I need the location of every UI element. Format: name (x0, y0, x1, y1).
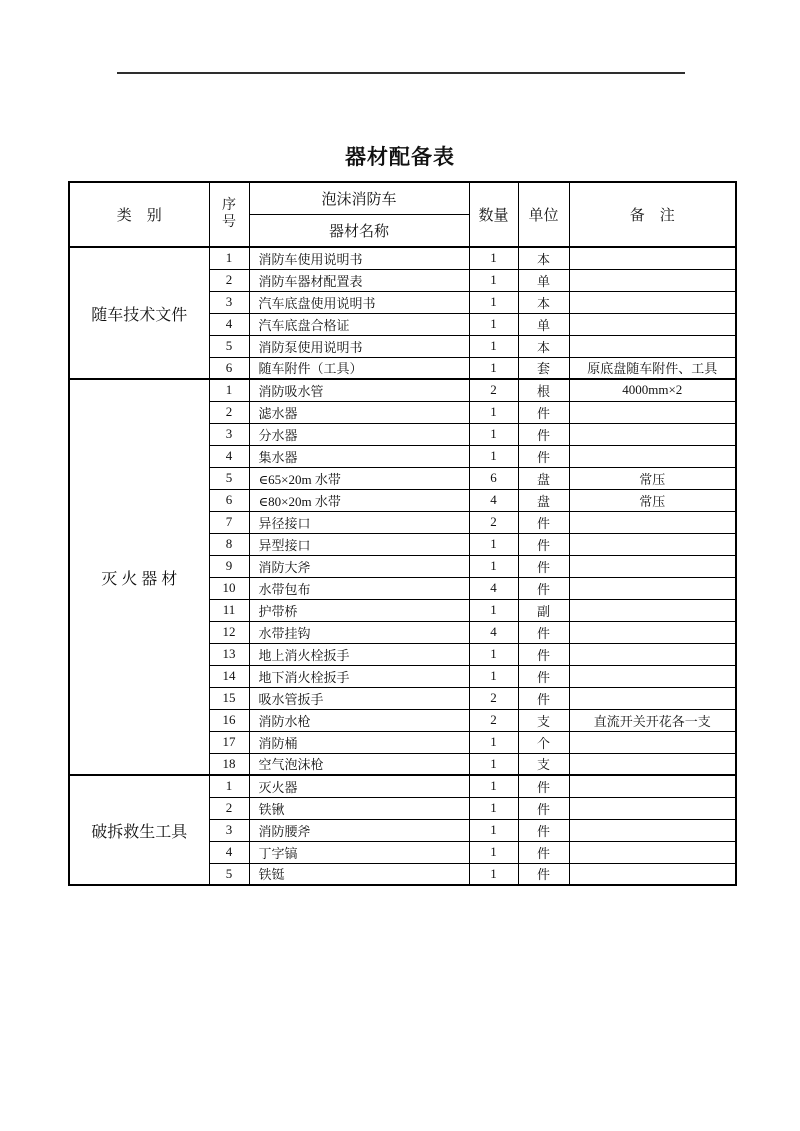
qty-cell: 2 (469, 511, 518, 533)
serial-cell: 9 (209, 555, 249, 577)
remark-cell (569, 797, 736, 819)
unit-cell: 件 (518, 665, 569, 687)
qty-cell: 1 (469, 445, 518, 467)
unit-cell: 副 (518, 599, 569, 621)
header-quantity: 数量 (469, 182, 518, 247)
name-cell: 滤水器 (249, 401, 469, 423)
name-cell: 消防腰斧 (249, 819, 469, 841)
remark-cell (569, 247, 736, 269)
name-cell: 汽车底盘合格证 (249, 313, 469, 335)
remark-cell (569, 511, 736, 533)
serial-cell: 5 (209, 863, 249, 885)
table-row (69, 379, 736, 401)
unit-cell: 件 (518, 841, 569, 863)
serial-cell: 5 (209, 335, 249, 357)
unit-cell: 支 (518, 709, 569, 731)
serial-cell: 14 (209, 665, 249, 687)
qty-cell: 1 (469, 819, 518, 841)
table-body (69, 247, 736, 885)
header-serial-line1: 序 (222, 198, 236, 214)
remark-cell (569, 313, 736, 335)
remark-cell (569, 863, 736, 885)
name-cell: 消防水枪 (249, 709, 469, 731)
remark-cell (569, 775, 736, 797)
qty-cell: 1 (469, 665, 518, 687)
qty-cell: 1 (469, 731, 518, 753)
remark-cell (569, 291, 736, 313)
remark-cell (569, 599, 736, 621)
remark-cell (569, 401, 736, 423)
unit-cell: 件 (518, 445, 569, 467)
name-cell: 汽车底盘使用说明书 (249, 291, 469, 313)
serial-cell: 2 (209, 269, 249, 291)
remark-cell (569, 423, 736, 445)
remark-cell (569, 687, 736, 709)
name-cell: 丁字镐 (249, 841, 469, 863)
name-cell: 吸水管扳手 (249, 687, 469, 709)
name-cell: 消防车器材配置表 (249, 269, 469, 291)
name-cell: ∈65×20m 水带 (249, 467, 469, 489)
name-cell: 消防大斧 (249, 555, 469, 577)
qty-cell: 4 (469, 577, 518, 599)
unit-cell: 件 (518, 423, 569, 445)
qty-cell: 1 (469, 313, 518, 335)
header-remarks: 备 注 (569, 182, 736, 247)
name-cell: 水带包布 (249, 577, 469, 599)
name-cell: 水带挂钩 (249, 621, 469, 643)
qty-cell: 2 (469, 687, 518, 709)
name-cell: 集水器 (249, 445, 469, 467)
page-title: 器材配备表 (345, 145, 455, 169)
remark-cell (569, 819, 736, 841)
serial-cell: 4 (209, 841, 249, 863)
unit-cell: 本 (518, 291, 569, 313)
category-cell: 破拆救生工具 (69, 775, 209, 885)
serial-cell: 10 (209, 577, 249, 599)
qty-cell: 1 (469, 401, 518, 423)
serial-cell: 1 (209, 775, 249, 797)
qty-cell: 6 (469, 467, 518, 489)
serial-cell: 8 (209, 533, 249, 555)
serial-cell: 11 (209, 599, 249, 621)
unit-cell: 单 (518, 313, 569, 335)
remark-cell: 常压 (569, 489, 736, 511)
name-cell: 消防吸水管 (249, 379, 469, 401)
unit-cell: 个 (518, 731, 569, 753)
serial-cell: 3 (209, 291, 249, 313)
serial-cell: 1 (209, 379, 249, 401)
remark-cell: 原底盘随车附件、工具 (569, 357, 736, 379)
unit-cell: 件 (518, 819, 569, 841)
serial-cell: 12 (209, 621, 249, 643)
unit-cell: 件 (518, 797, 569, 819)
category-cell: 随车技术文件 (69, 247, 209, 379)
remark-cell (569, 335, 736, 357)
name-cell: 随车附件（工具） (249, 357, 469, 379)
unit-cell: 件 (518, 687, 569, 709)
name-cell: 铁铤 (249, 863, 469, 885)
unit-cell: 件 (518, 555, 569, 577)
remark-cell (569, 577, 736, 599)
serial-cell: 16 (209, 709, 249, 731)
qty-cell: 1 (469, 863, 518, 885)
qty-cell: 1 (469, 533, 518, 555)
name-cell: 消防车使用说明书 (249, 247, 469, 269)
unit-cell: 套 (518, 357, 569, 379)
remark-cell (569, 753, 736, 775)
qty-cell: 1 (469, 247, 518, 269)
remark-cell (569, 445, 736, 467)
qty-cell: 1 (469, 423, 518, 445)
unit-cell: 盘 (518, 489, 569, 511)
remark-cell: 4000mm×2 (569, 379, 736, 401)
name-cell: ∈80×20m 水带 (249, 489, 469, 511)
serial-cell: 1 (209, 247, 249, 269)
qty-cell: 1 (469, 797, 518, 819)
qty-cell: 1 (469, 775, 518, 797)
serial-cell: 2 (209, 401, 249, 423)
remark-cell (569, 533, 736, 555)
remark-cell: 常压 (569, 467, 736, 489)
serial-cell: 5 (209, 467, 249, 489)
qty-cell: 1 (469, 291, 518, 313)
name-cell: 地上消火栓扳手 (249, 643, 469, 665)
header-category: 类 别 (69, 182, 209, 247)
unit-cell: 支 (518, 753, 569, 775)
qty-cell: 4 (469, 489, 518, 511)
serial-cell: 13 (209, 643, 249, 665)
remark-cell (569, 731, 736, 753)
remark-cell (569, 643, 736, 665)
qty-cell: 2 (469, 709, 518, 731)
serial-cell: 3 (209, 423, 249, 445)
unit-cell: 件 (518, 775, 569, 797)
header-rule (117, 72, 685, 74)
unit-cell: 件 (518, 621, 569, 643)
serial-cell: 7 (209, 511, 249, 533)
qty-cell: 1 (469, 643, 518, 665)
header-serial (209, 182, 249, 247)
qty-cell: 1 (469, 269, 518, 291)
header-vehicle: 泡沫消防车 (249, 182, 469, 214)
serial-cell: 17 (209, 731, 249, 753)
remark-cell (569, 269, 736, 291)
serial-cell: 4 (209, 445, 249, 467)
unit-cell: 件 (518, 577, 569, 599)
unit-cell: 件 (518, 643, 569, 665)
qty-cell: 1 (469, 357, 518, 379)
header-serial-line2: 号 (222, 214, 236, 230)
qty-cell: 1 (469, 335, 518, 357)
serial-cell: 6 (209, 357, 249, 379)
serial-cell: 2 (209, 797, 249, 819)
equipment-table (68, 181, 737, 886)
remark-cell (569, 665, 736, 687)
table-header (69, 182, 736, 247)
header-row-1 (69, 182, 736, 214)
remark-cell (569, 555, 736, 577)
table-row (69, 247, 736, 269)
name-cell: 铁锹 (249, 797, 469, 819)
serial-cell: 6 (209, 489, 249, 511)
unit-cell: 本 (518, 335, 569, 357)
qty-cell: 1 (469, 753, 518, 775)
unit-cell: 件 (518, 401, 569, 423)
name-cell: 消防桶 (249, 731, 469, 753)
name-cell: 护带桥 (249, 599, 469, 621)
unit-cell: 件 (518, 511, 569, 533)
header-unit: 单位 (518, 182, 569, 247)
unit-cell: 单 (518, 269, 569, 291)
unit-cell: 盘 (518, 467, 569, 489)
unit-cell: 本 (518, 247, 569, 269)
category-cell: 灭 火 器 材 (69, 379, 209, 775)
serial-cell: 18 (209, 753, 249, 775)
remark-cell: 直流开关开花各一支 (569, 709, 736, 731)
name-cell: 分水器 (249, 423, 469, 445)
name-cell: 异径接口 (249, 511, 469, 533)
unit-cell: 根 (518, 379, 569, 401)
qty-cell: 1 (469, 599, 518, 621)
serial-cell: 3 (209, 819, 249, 841)
name-cell: 异型接口 (249, 533, 469, 555)
name-cell: 地下消火栓扳手 (249, 665, 469, 687)
serial-cell: 4 (209, 313, 249, 335)
remark-cell (569, 841, 736, 863)
qty-cell: 1 (469, 841, 518, 863)
qty-cell: 1 (469, 555, 518, 577)
name-cell: 空气泡沫枪 (249, 753, 469, 775)
qty-cell: 2 (469, 379, 518, 401)
serial-cell: 15 (209, 687, 249, 709)
qty-cell: 4 (469, 621, 518, 643)
name-cell: 消防泵使用说明书 (249, 335, 469, 357)
table-row (69, 775, 736, 797)
header-equipment-name: 器材名称 (249, 214, 469, 247)
unit-cell: 件 (518, 533, 569, 555)
name-cell: 灭火器 (249, 775, 469, 797)
remark-cell (569, 621, 736, 643)
unit-cell: 件 (518, 863, 569, 885)
